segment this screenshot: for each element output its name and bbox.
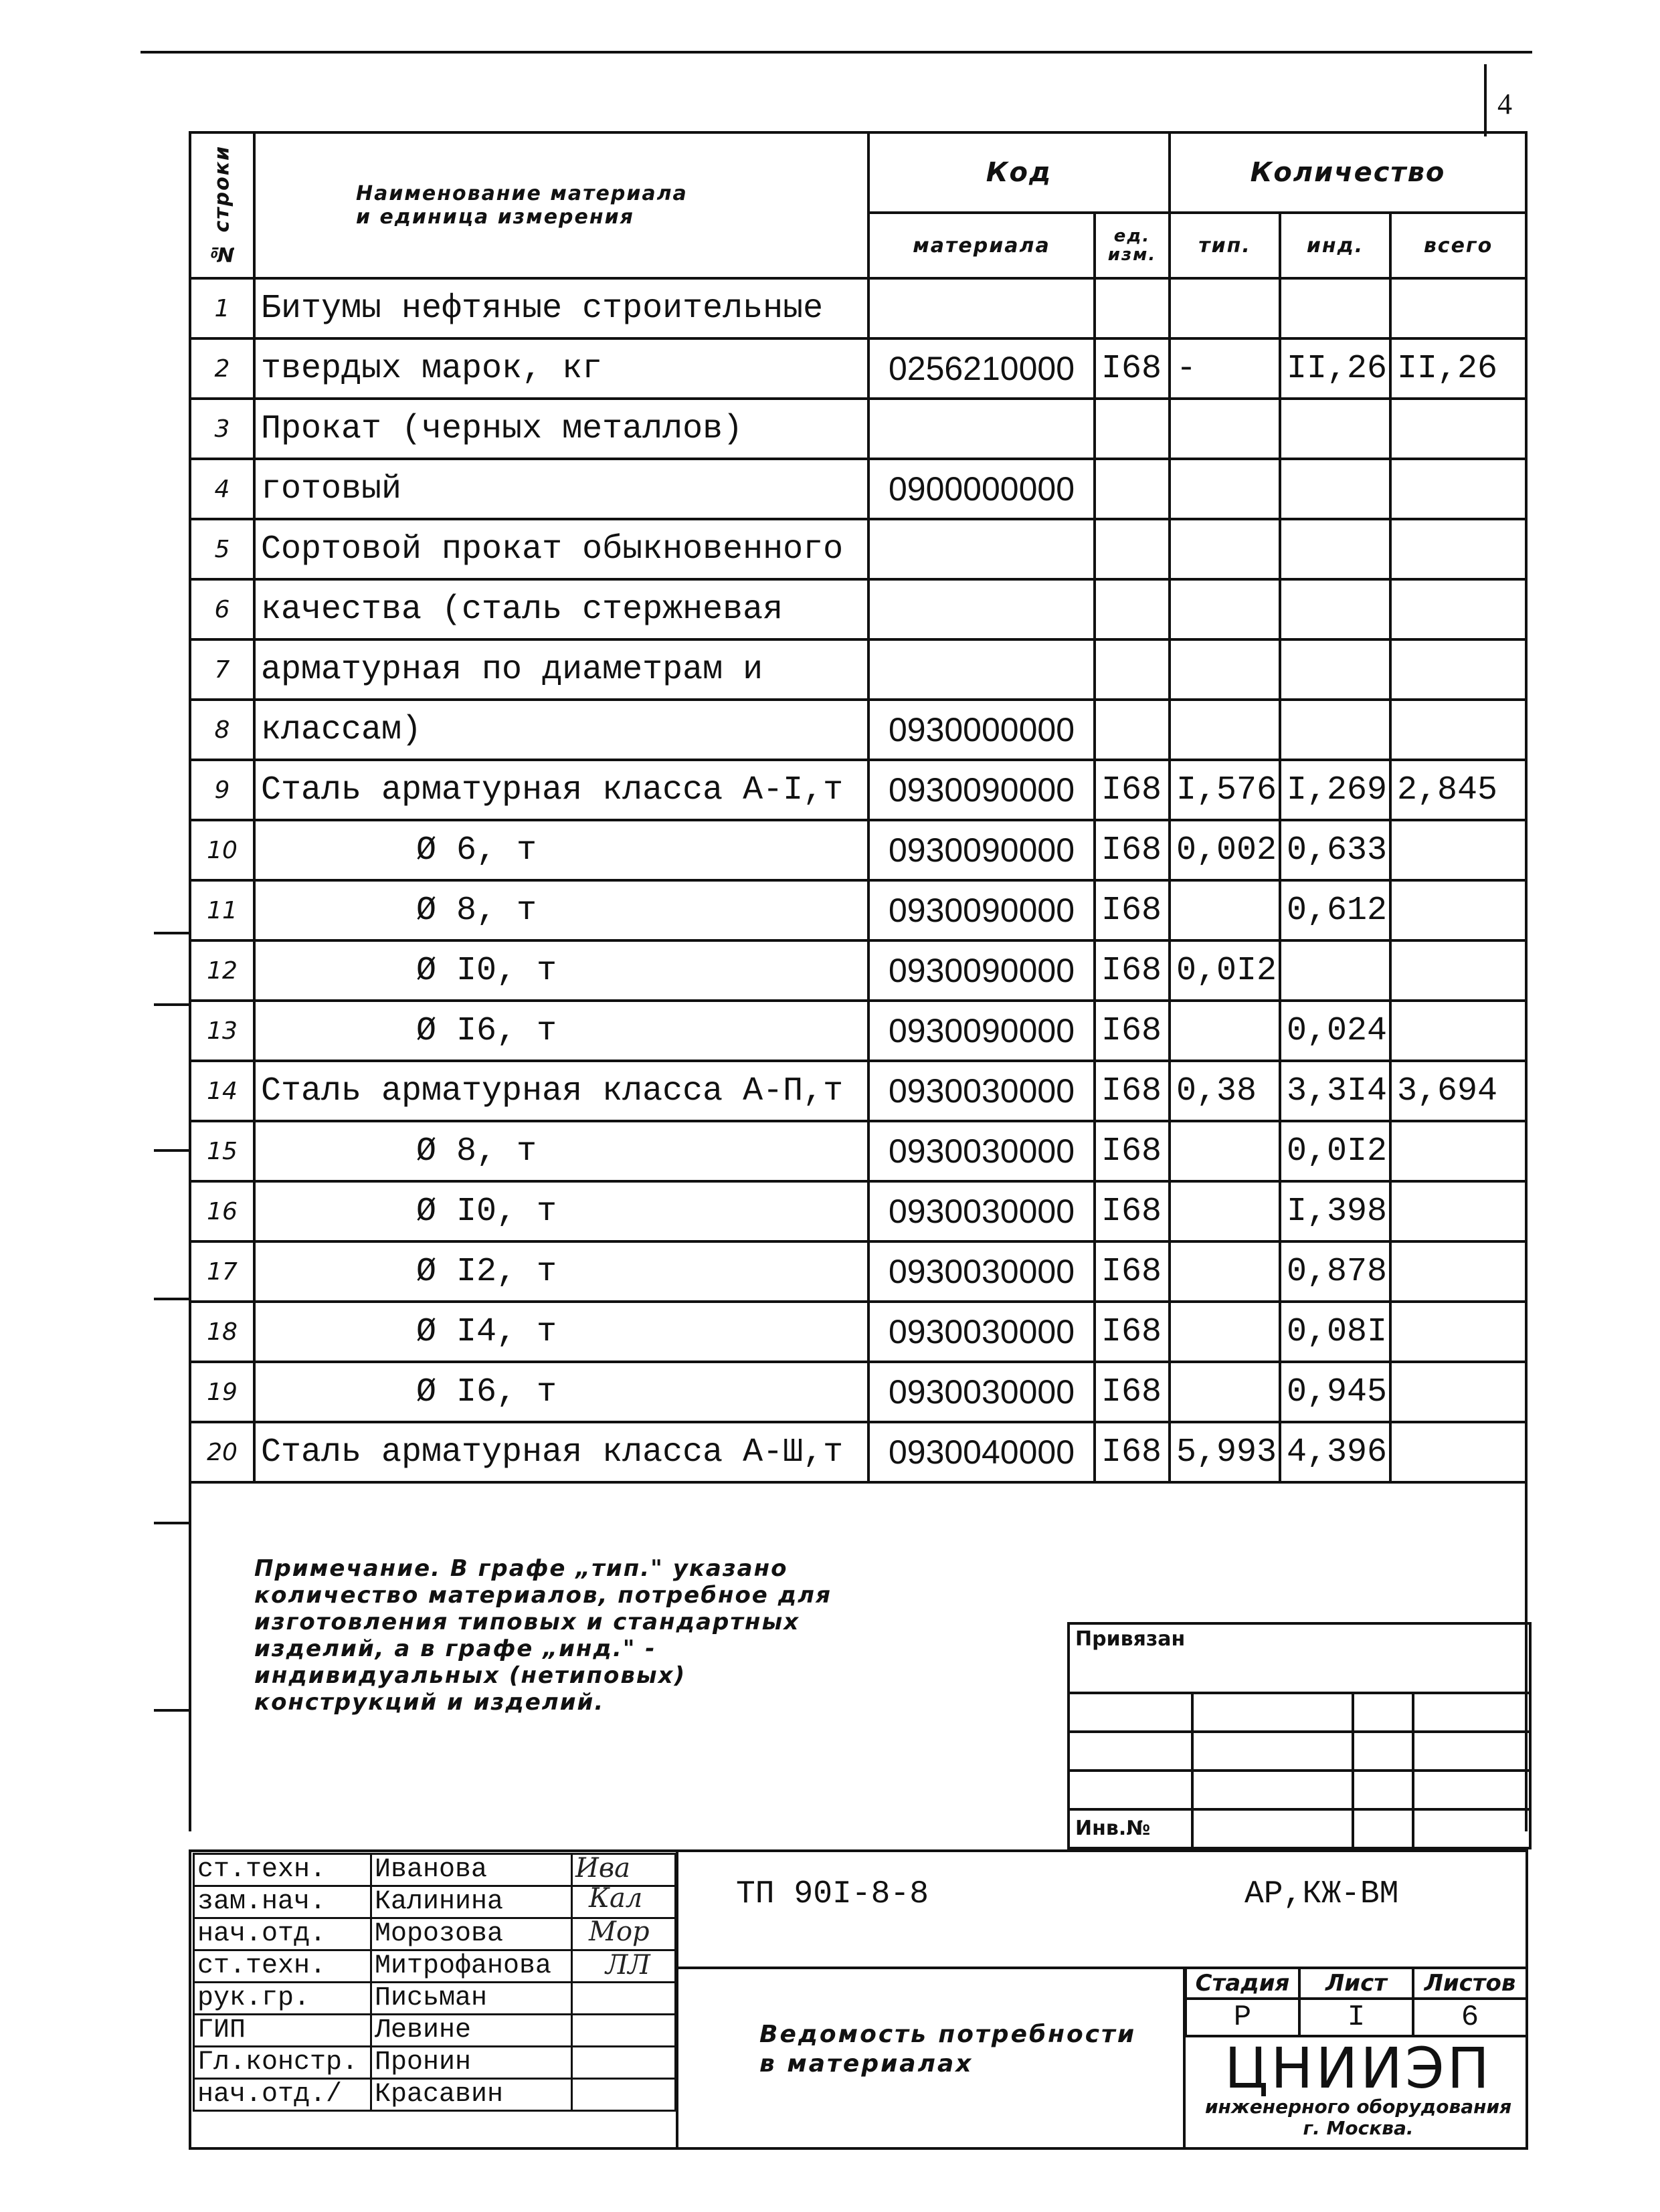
- row-number: 15: [190, 1121, 254, 1181]
- unit-code: I68: [1095, 940, 1170, 1001]
- unit-code: I68: [1095, 1241, 1170, 1302]
- quantity-typ: [1170, 459, 1280, 519]
- row-number: 12: [190, 940, 254, 1001]
- binding-cell: [1413, 1809, 1530, 1848]
- binding-cell: [1353, 1732, 1413, 1771]
- row-number: 13: [190, 1001, 254, 1061]
- quantity-total: [1390, 459, 1526, 519]
- table-row: [190, 1362, 1526, 1422]
- material-code: 0930030000: [868, 1241, 1095, 1302]
- table-row: [190, 1121, 1526, 1181]
- stage-label: Стадия: [1186, 1968, 1299, 1999]
- col-code: Код: [868, 132, 1170, 213]
- quantity-total: [1390, 940, 1526, 1001]
- unit-code: I68: [1095, 1061, 1170, 1121]
- quantity-typ: [1170, 639, 1280, 700]
- staff-row: [194, 1983, 676, 2015]
- material-name: арматурная по диаметрам и: [254, 639, 868, 700]
- row-number: 6: [190, 579, 254, 639]
- quantity-ind: [1280, 639, 1390, 700]
- material-code: 0930040000: [868, 1422, 1095, 1482]
- quantity-ind: [1280, 579, 1390, 639]
- staff-role: нач.отд./: [194, 2079, 371, 2111]
- margin-tick: [154, 1003, 191, 1006]
- table-row: [190, 1241, 1526, 1302]
- staff-name: Левине: [371, 2015, 572, 2047]
- quantity-ind: 0,878: [1280, 1241, 1390, 1302]
- quantity-typ: [1170, 399, 1280, 459]
- quantity-ind: 0,0I2: [1280, 1121, 1390, 1181]
- material-name: Сталь арматурная класса А-Ш,т: [254, 1422, 868, 1482]
- material-code: 0930090000: [868, 760, 1095, 820]
- staff-row: [194, 2079, 676, 2111]
- staff-name: Митрофанова: [371, 1950, 572, 1983]
- quantity-total: [1390, 1001, 1526, 1061]
- col-ind: инд.: [1280, 213, 1390, 278]
- material-code: 0930030000: [868, 1362, 1095, 1422]
- quantity-typ: [1170, 579, 1280, 639]
- binding-label: Привязан: [1069, 1623, 1530, 1693]
- quantity-typ: [1170, 1241, 1280, 1302]
- binding-cell: [1353, 1693, 1413, 1732]
- table-row: [190, 760, 1526, 820]
- binding-cell: [1192, 1771, 1353, 1809]
- row-number: 8: [190, 700, 254, 760]
- material-code: 0930090000: [868, 940, 1095, 1001]
- quantity-ind: I,269: [1280, 760, 1390, 820]
- material-code: 0930030000: [868, 1121, 1095, 1181]
- table-row: [190, 399, 1526, 459]
- col-material-code: материала: [868, 213, 1095, 278]
- quantity-typ: [1170, 1121, 1280, 1181]
- binding-cell: [1069, 1693, 1192, 1732]
- quantity-total: [1390, 519, 1526, 579]
- row-number: 2: [190, 338, 254, 399]
- unit-code: I68: [1095, 760, 1170, 820]
- material-code: 0930090000: [868, 1001, 1095, 1061]
- quantity-ind: [1280, 940, 1390, 1001]
- quantity-total: [1390, 1422, 1526, 1482]
- sheets-value: 6: [1413, 1999, 1527, 2036]
- unit-code: [1095, 399, 1170, 459]
- material-code: [868, 278, 1095, 338]
- row-number: 18: [190, 1302, 254, 1362]
- row-number: 16: [190, 1181, 254, 1241]
- staff-role: зам.нач.: [194, 1886, 371, 1918]
- quantity-ind: 0,024: [1280, 1001, 1390, 1061]
- binding-cell: [1413, 1693, 1530, 1732]
- stage-table: [1184, 1967, 1528, 2037]
- binding-cell: [1192, 1693, 1353, 1732]
- material-name: Прокат (черных металлов): [254, 399, 868, 459]
- material-name: Сталь арматурная класса А-I,т: [254, 760, 868, 820]
- top-frame-line: [141, 51, 1532, 54]
- signature: Кал: [589, 1883, 643, 1914]
- material-code: [868, 639, 1095, 700]
- table-row: [190, 1302, 1526, 1362]
- row-number: 11: [190, 880, 254, 940]
- quantity-ind: II,26: [1280, 338, 1390, 399]
- quantity-typ: 0,38: [1170, 1061, 1280, 1121]
- staff-name: Калинина: [371, 1886, 572, 1918]
- binding-cell: [1192, 1809, 1353, 1848]
- material-code: 0930030000: [868, 1061, 1095, 1121]
- signature: Мор: [589, 1916, 650, 1947]
- unit-code: [1095, 278, 1170, 338]
- table-row: [190, 338, 1526, 399]
- table-row: [190, 579, 1526, 639]
- material-name: Сортовой прокат обыкновенного: [254, 519, 868, 579]
- title-block-bottom-line: [189, 2147, 1527, 2150]
- table-row: [190, 820, 1526, 880]
- material-code: [868, 519, 1095, 579]
- material-name: Ø I6, т: [254, 1001, 868, 1061]
- quantity-ind: 0,633: [1280, 820, 1390, 880]
- material-name: Ø 8, т: [254, 1121, 868, 1181]
- staff-row: [194, 2015, 676, 2047]
- material-name: Ø I0, т: [254, 940, 868, 1001]
- quantity-typ: 0,0I2: [1170, 940, 1280, 1001]
- material-code: [868, 399, 1095, 459]
- organization: [1184, 2035, 1532, 2139]
- unit-code: [1095, 639, 1170, 700]
- margin-tick: [154, 1149, 191, 1152]
- unit-code: [1095, 700, 1170, 760]
- material-name: Ø I4, т: [254, 1302, 868, 1362]
- quantity-total: [1390, 579, 1526, 639]
- quantity-typ: [1170, 278, 1280, 338]
- staff-signature: [572, 2015, 676, 2047]
- signature: Ива: [575, 1853, 631, 1884]
- quantity-typ: [1170, 1302, 1280, 1362]
- table-row: [190, 880, 1526, 940]
- staff-role: Гл.констр.: [194, 2047, 371, 2079]
- margin-tick: [154, 932, 191, 934]
- quantity-typ: [1170, 880, 1280, 940]
- sheet-label: Лист: [1299, 1968, 1413, 1999]
- quantity-total: [1390, 278, 1526, 338]
- staff-name: Красавин: [371, 2079, 572, 2111]
- title-block-left-line: [189, 1849, 191, 2150]
- col-typ: тип.: [1170, 213, 1280, 278]
- binding-cell: [1069, 1732, 1192, 1771]
- stage-value: Р: [1186, 1999, 1299, 2036]
- row-number: 5: [190, 519, 254, 579]
- binding-cell: [1353, 1809, 1413, 1848]
- staff-role: нач.отд.: [194, 1918, 371, 1950]
- table-row: [190, 519, 1526, 579]
- signature: ЛЛ: [606, 1950, 650, 1981]
- unit-code: I68: [1095, 1302, 1170, 1362]
- quantity-total: [1390, 1241, 1526, 1302]
- material-name: Ø I6, т: [254, 1362, 868, 1422]
- quantity-total: 2,845: [1390, 760, 1526, 820]
- unit-code: I68: [1095, 1001, 1170, 1061]
- material-name: Битумы нефтяные строительные: [254, 278, 868, 338]
- row-number: 3: [190, 399, 254, 459]
- table-row: [190, 1181, 1526, 1241]
- col-unit: ед. изм.: [1095, 213, 1170, 278]
- quantity-total: [1390, 399, 1526, 459]
- table-row: [190, 1061, 1526, 1121]
- quantity-total: [1390, 700, 1526, 760]
- table-row: [190, 940, 1526, 1001]
- quantity-ind: 0,08I: [1280, 1302, 1390, 1362]
- binding-cell: [1413, 1732, 1530, 1771]
- quantity-ind: I,398: [1280, 1181, 1390, 1241]
- material-code: 0930030000: [868, 1181, 1095, 1241]
- unit-code: I68: [1095, 1181, 1170, 1241]
- quantity-total: [1390, 1121, 1526, 1181]
- quantity-typ: [1170, 700, 1280, 760]
- row-number: 1: [190, 278, 254, 338]
- quantity-total: II,26: [1390, 338, 1526, 399]
- staff-role: ст.техн.: [194, 1854, 371, 1886]
- quantity-ind: [1280, 399, 1390, 459]
- sheet-number-divider: [1484, 64, 1487, 136]
- quantity-typ: 0,002: [1170, 820, 1280, 880]
- material-name: классам): [254, 700, 868, 760]
- note-text: Примечание. В графе „тип." указано количество материалов, потребное для изготовления типовых и стандартных изделий, а в графе „инд." - индивидуальных (нетиповых) конструкций и изделий.: [254, 1555, 832, 1716]
- table-row: [190, 278, 1526, 338]
- quantity-typ: [1170, 1362, 1280, 1422]
- binding-cell: [1413, 1771, 1530, 1809]
- material-code: 0930090000: [868, 880, 1095, 940]
- row-number: 14: [190, 1061, 254, 1121]
- row-number: 17: [190, 1241, 254, 1302]
- inventory-number-label: Инв.№: [1069, 1809, 1192, 1848]
- material-code: [868, 579, 1095, 639]
- sheets-label: Листов: [1413, 1968, 1527, 1999]
- material-name: готовый: [254, 459, 868, 519]
- quantity-total: [1390, 880, 1526, 940]
- table-row: [190, 1001, 1526, 1061]
- quantity-ind: 0,612: [1280, 880, 1390, 940]
- row-number: 20: [190, 1422, 254, 1482]
- quantity-typ: [1170, 519, 1280, 579]
- margin-tick: [154, 1298, 191, 1300]
- material-name: Сталь арматурная класса А-П,т: [254, 1061, 868, 1121]
- sheet-value: I: [1299, 1999, 1413, 2036]
- row-number: 9: [190, 760, 254, 820]
- unit-code: I68: [1095, 1362, 1170, 1422]
- quantity-total: 3,694: [1390, 1061, 1526, 1121]
- staff-row: [194, 2047, 676, 2079]
- col-quantity: Количество: [1170, 132, 1526, 213]
- project-code: ТП 90I-8-8: [736, 1876, 929, 1912]
- quantity-total: [1390, 1302, 1526, 1362]
- material-code: 0930090000: [868, 820, 1095, 880]
- drawing-mark: АР,КЖ-ВМ: [1244, 1876, 1399, 1912]
- material-name: Ø I2, т: [254, 1241, 868, 1302]
- unit-code: I68: [1095, 338, 1170, 399]
- col-material-name: Наименование материала и единица измерения: [254, 132, 868, 278]
- staff-signature: [572, 1983, 676, 2015]
- unit-code: I68: [1095, 880, 1170, 940]
- material-name: Ø 6, т: [254, 820, 868, 880]
- binding-cell: [1069, 1771, 1192, 1809]
- material-code: 0930030000: [868, 1302, 1095, 1362]
- quantity-ind: 3,3I4: [1280, 1061, 1390, 1121]
- document-title: Ведомость потребности в материалах: [759, 2021, 1137, 2078]
- staff-name: Пронин: [371, 2047, 572, 2079]
- quantity-typ: I,576: [1170, 760, 1280, 820]
- table-row: [190, 1422, 1526, 1482]
- staff-role: рук.гр.: [194, 1983, 371, 2015]
- staff-name: Морозова: [371, 1918, 572, 1950]
- binding-cell: [1192, 1732, 1353, 1771]
- staff-signature: [572, 2047, 676, 2079]
- material-name: качества (сталь стержневая: [254, 579, 868, 639]
- table-row: [190, 459, 1526, 519]
- staff-signature: [572, 2079, 676, 2111]
- quantity-total: [1390, 639, 1526, 700]
- quantity-typ: [1170, 1181, 1280, 1241]
- quantity-total: [1390, 820, 1526, 880]
- title-block-top-line: [189, 1849, 1527, 1852]
- unit-code: I68: [1095, 1121, 1170, 1181]
- quantity-ind: [1280, 459, 1390, 519]
- staff-name: Письман: [371, 1983, 572, 2015]
- binding-stamp: [1067, 1622, 1532, 1849]
- col-row-number: № строки: [190, 132, 254, 278]
- material-name: Ø I0, т: [254, 1181, 868, 1241]
- staff-role: ГИП: [194, 2015, 371, 2047]
- table-row: [190, 639, 1526, 700]
- unit-code: I68: [1095, 1422, 1170, 1482]
- row-number: 19: [190, 1362, 254, 1422]
- quantity-ind: [1280, 278, 1390, 338]
- material-name: твердых марок, кг: [254, 338, 868, 399]
- quantity-total: [1390, 1362, 1526, 1422]
- unit-code: [1095, 519, 1170, 579]
- material-code: 0900000000: [868, 459, 1095, 519]
- binding-cell: [1353, 1771, 1413, 1809]
- material-code: 0256210000: [868, 338, 1095, 399]
- table-row: [190, 700, 1526, 760]
- quantity-typ: 5,993: [1170, 1422, 1280, 1482]
- unit-code: [1095, 459, 1170, 519]
- material-name: Ø 8, т: [254, 880, 868, 940]
- row-number: 7: [190, 639, 254, 700]
- staff-name: Иванова: [371, 1854, 572, 1886]
- unit-code: I68: [1095, 820, 1170, 880]
- organization-name: ЦНИИЭП: [1224, 2035, 1492, 2101]
- quantity-ind: 4,396: [1280, 1422, 1390, 1482]
- sheet-number: 4: [1497, 88, 1512, 120]
- quantity-ind: 0,945: [1280, 1362, 1390, 1422]
- quantity-ind: [1280, 700, 1390, 760]
- quantity-ind: [1280, 519, 1390, 579]
- quantity-typ: -: [1170, 338, 1280, 399]
- margin-tick: [154, 1522, 191, 1524]
- organization-subtitle: инженерного оборудования г. Москва.: [1204, 2096, 1512, 2139]
- staff-role: ст.техн.: [194, 1950, 371, 1983]
- row-number: 4: [190, 459, 254, 519]
- staff-row: [194, 1950, 676, 1983]
- unit-code: [1095, 579, 1170, 639]
- quantity-typ: [1170, 1001, 1280, 1061]
- col-total: всего: [1390, 213, 1526, 278]
- margin-tick: [154, 1709, 191, 1712]
- material-code: 0930000000: [868, 700, 1095, 760]
- quantity-total: [1390, 1181, 1526, 1241]
- row-number: 10: [190, 820, 254, 880]
